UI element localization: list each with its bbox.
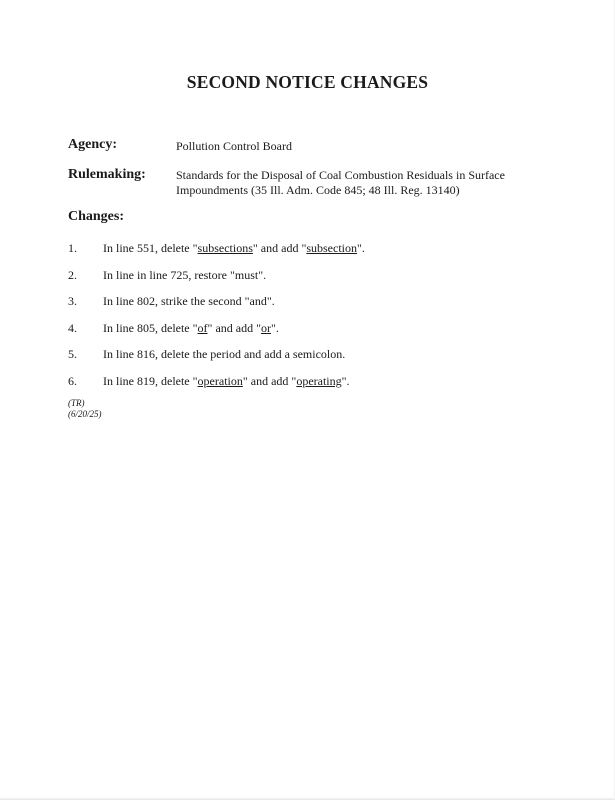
change-text-segment: " and add ": [252, 241, 307, 255]
change-text-segment: In line 819, delete ": [103, 373, 198, 388]
change-text-segment: In line 551, delete ": [103, 241, 198, 255]
change-text-segment: In line 805, delete ": [103, 320, 198, 335]
change-number: 3.: [68, 294, 77, 308]
change-text: [103, 347, 345, 362]
change-text: [103, 374, 350, 389]
changes-list: [68, 241, 538, 400]
document-footer-initials: [68, 398, 102, 420]
underlined-term: operation: [197, 373, 243, 388]
change-text: [103, 268, 266, 283]
rulemaking-label: Rulemaking:: [68, 167, 146, 182]
change-number: 2.: [68, 267, 77, 282]
agency-value: Pollution Control Board: [176, 139, 293, 153]
rulemaking-line-2: Impoundments (35 Ill. Adm. Code 845; 48 Ill. Reg. 13140): [176, 183, 460, 197]
change-text: [103, 321, 279, 336]
underlined-term: of: [197, 320, 208, 335]
agency-label: Agency:: [68, 137, 117, 152]
change-text-segment: In line 802, strike the second "and".: [103, 294, 275, 308]
change-number: 6.: [68, 373, 77, 388]
rulemaking-line-1: Standards for the Disposal of Coal Combustion Residuals in Surface: [176, 168, 505, 182]
list-item: [68, 294, 538, 321]
change-number: 4.: [68, 320, 77, 335]
change-text-segment: ".: [271, 320, 279, 335]
change-text: [103, 241, 365, 256]
changes-heading: Changes:: [68, 209, 125, 224]
underlined-term: or: [261, 320, 271, 335]
change-text-segment: In line in line 725, restore "must".: [103, 267, 267, 282]
list-item: [68, 321, 538, 348]
page-title: SECOND NOTICE CHANGES: [186, 72, 429, 92]
change-text-segment: " and add ": [242, 373, 297, 388]
underlined-term: operating: [296, 373, 342, 388]
change-text-segment: In line 816, delete the period and add a semicolon.: [103, 347, 346, 361]
underlined-term: subsections: [197, 241, 253, 255]
list-item: [68, 241, 538, 268]
change-text-segment: ".: [357, 241, 365, 255]
change-text-segment: " and add ": [207, 320, 261, 335]
list-item: [68, 268, 538, 295]
initials: (TR): [68, 398, 85, 408]
list-item: [68, 374, 538, 401]
list-item: [68, 347, 538, 374]
date: (6/20/25): [68, 409, 102, 419]
change-text-segment: ".: [341, 373, 350, 388]
change-text: [103, 294, 275, 309]
rulemaking-value: [176, 168, 521, 198]
change-number: 5.: [68, 347, 77, 361]
change-number: 1.: [68, 241, 77, 255]
underlined-term: subsection: [306, 241, 358, 255]
